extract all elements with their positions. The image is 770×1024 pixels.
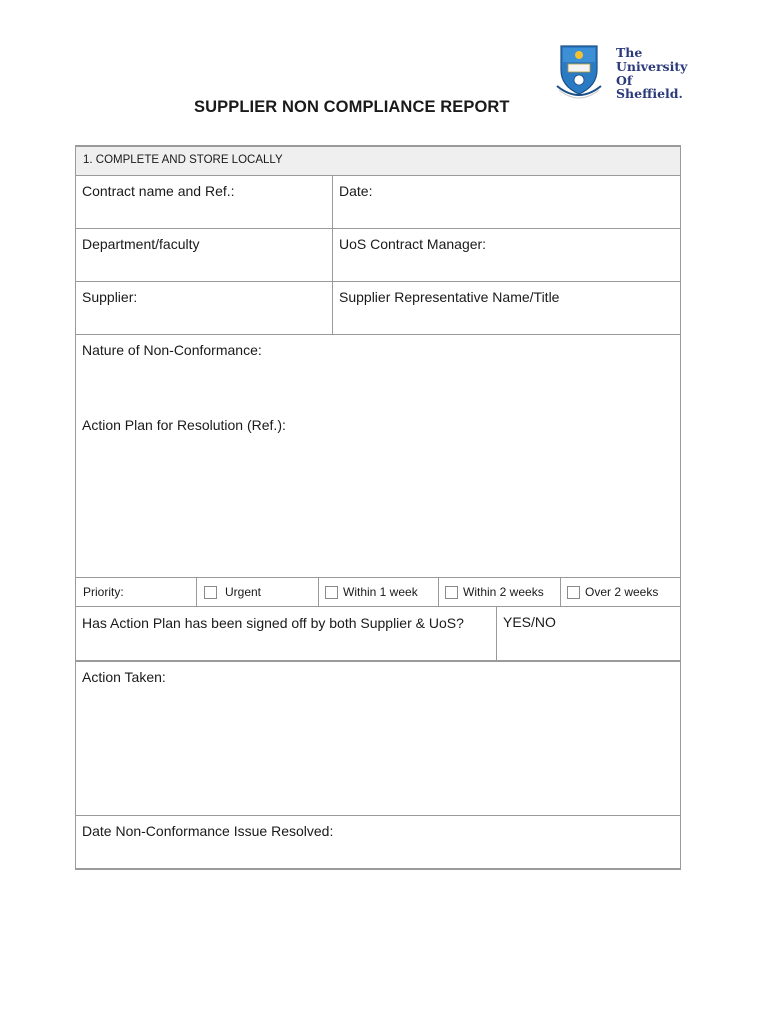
section-header: 1. COMPLETE AND STORE LOCALLY	[76, 147, 680, 175]
priority-over-2-weeks[interactable]: Over 2 weeks	[560, 578, 680, 606]
priority-row	[75, 578, 681, 607]
contract-name-field[interactable]: Contract name and Ref.:	[82, 183, 235, 199]
action-plan-label: Action Plan for Resolution (Ref.):	[82, 417, 286, 433]
signoff-question: Has Action Plan has been signed off by both Supplier & UoS?	[82, 615, 464, 631]
checkbox-icon[interactable]	[325, 586, 338, 599]
action-taken-field[interactable]: Action Taken:	[82, 669, 166, 685]
supplier-field[interactable]: Supplier:	[82, 289, 138, 305]
report-form	[75, 145, 681, 870]
priority-within-1-week[interactable]: Within 1 week	[318, 578, 438, 606]
crest-icon	[555, 44, 611, 106]
priority-urgent[interactable]: Urgent	[196, 578, 318, 606]
university-logo	[555, 44, 688, 106]
priority-label: Priority:	[83, 585, 124, 599]
date-resolved-field[interactable]: Date Non-Conformance Issue Resolved:	[82, 823, 334, 839]
checkbox-icon[interactable]	[204, 586, 217, 599]
priority-within-2-weeks[interactable]: Within 2 weeks	[438, 578, 560, 606]
nature-action-box[interactable]	[76, 335, 680, 577]
contract-manager-field[interactable]: UoS Contract Manager:	[332, 229, 680, 281]
checkbox-icon[interactable]	[445, 586, 458, 599]
page-title: SUPPLIER NON COMPLIANCE REPORT	[194, 98, 510, 116]
supplier-rep-field[interactable]: Supplier Representative Name/Title	[332, 282, 680, 334]
nature-label: Nature of Non-Conformance:	[82, 342, 262, 358]
logo-wordmark: The University Of Sheffield.	[616, 45, 688, 102]
date-field[interactable]: Date:	[332, 176, 680, 228]
department-field[interactable]: Department/faculty	[82, 236, 200, 252]
signoff-answer[interactable]: YES/NO	[496, 607, 680, 660]
checkbox-icon[interactable]	[567, 586, 580, 599]
